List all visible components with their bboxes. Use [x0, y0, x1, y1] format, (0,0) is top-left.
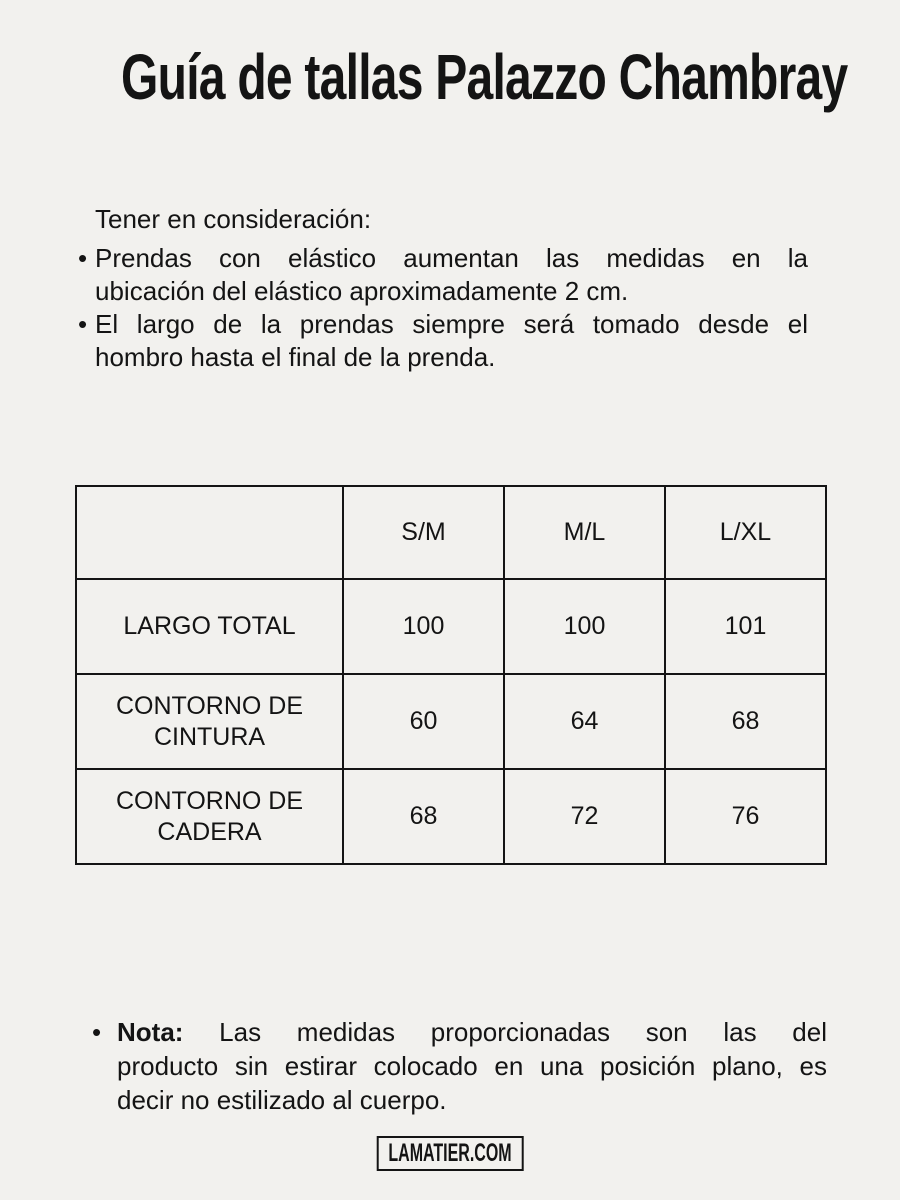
table-header-row — [76, 486, 826, 579]
bullet-line: • El largo de la prendas siempre será tomado desde el — [95, 309, 808, 339]
cell-value: 101 — [665, 579, 826, 674]
note-text: Las medidas proporcionadas son las del — [219, 1017, 827, 1047]
row-label: CONTORNO DE CINTURA — [76, 674, 343, 769]
page-header — [0, 41, 900, 113]
cell-value: 68 — [665, 674, 826, 769]
note-line: producto sin estirar colocado en una posición plano, es — [117, 1051, 827, 1081]
note-line: decir no estilizado al cuerpo. — [117, 1085, 447, 1115]
cell-value: 100 — [504, 579, 665, 674]
table-header-size-ml: M/L — [504, 486, 665, 579]
brand-badge — [377, 1136, 524, 1171]
cell-value: 64 — [504, 674, 665, 769]
table-row — [76, 769, 826, 864]
cell-value: 68 — [343, 769, 504, 864]
bullet-line: ubicación del elástico aproximadamente 2 cm. — [95, 276, 629, 306]
table-header-size-lxl: L/XL — [665, 486, 826, 579]
note-line — [117, 1015, 827, 1049]
bullet-line: hombro hasta el final de la prenda. — [95, 342, 496, 372]
note-section — [92, 1015, 827, 1117]
table-row — [76, 579, 826, 674]
considerations-section — [78, 203, 808, 374]
cell-value: 100 — [343, 579, 504, 674]
cell-value: 72 — [504, 769, 665, 864]
cell-value: 60 — [343, 674, 504, 769]
row-label: LARGO TOTAL — [76, 579, 343, 674]
considerations-heading: Tener en consideración: — [95, 204, 372, 234]
row-label: CONTORNO DE CADERA — [76, 769, 343, 864]
cell-value: 76 — [665, 769, 826, 864]
table-header-empty-cell — [76, 486, 343, 579]
brand-label: LAMATIER.COM — [388, 1139, 512, 1167]
consideration-bullet — [78, 308, 808, 374]
note-label: Nota: — [117, 1017, 184, 1047]
consideration-bullet — [78, 242, 808, 308]
size-table — [75, 485, 827, 865]
table-row — [76, 674, 826, 769]
page-title: Guía de tallas Palazzo Chambray — [121, 41, 848, 113]
bullet-line: • Prendas con elástico aumentan las medidas en la — [95, 243, 808, 273]
table-header-size-sm: S/M — [343, 486, 504, 579]
